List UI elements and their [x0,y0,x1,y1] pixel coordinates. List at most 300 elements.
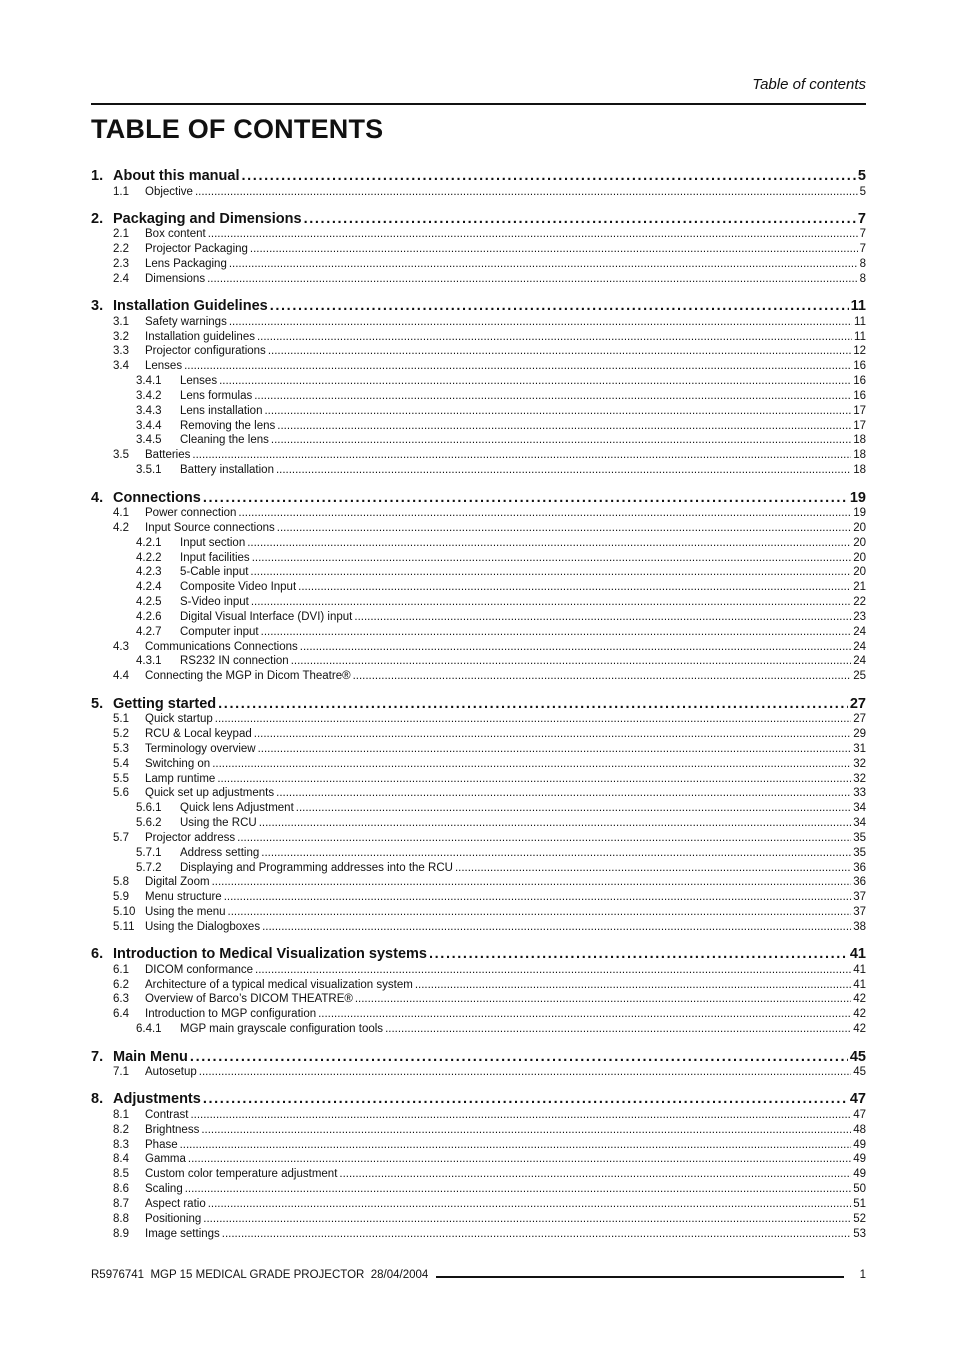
dot-leader [251,595,851,610]
toc-subsection-entry[interactable] [91,463,866,478]
toc-section-entry[interactable] [91,978,866,993]
toc-section-entry[interactable] [91,359,866,374]
dot-leader [217,772,851,787]
toc-section-entry[interactable] [91,1167,866,1182]
toc-chapter-entry[interactable] [91,168,866,185]
entry-number: 8.2 [113,1123,129,1136]
entry-page: 25 [853,670,866,683]
toc-subsection-entry[interactable] [91,1022,866,1037]
toc-section-entry[interactable] [91,1182,866,1197]
entry-number: 1.1 [113,185,129,198]
dot-leader [180,1138,852,1153]
entry-page: 47 [849,1091,866,1108]
entry-title: Installation guidelines [145,330,255,343]
entry-title: 5-Cable input [180,566,249,579]
entry-title: Lens installation [180,404,263,417]
entry-number: 4.3 [113,640,129,653]
entry-page: 20 [853,566,866,579]
entry-title: Input section [180,536,246,549]
toc-chapter-entry[interactable] [91,298,866,315]
entry-title: DICOM conformance [145,963,254,976]
dot-leader [355,992,851,1007]
entry-title: Power connection [145,507,237,519]
entry-title: Menu structure [145,891,222,904]
entry-title: Connections [113,489,201,506]
dot-leader [195,185,858,200]
dot-leader [304,211,856,228]
entry-number: 4.2.3 [136,566,162,579]
toc-chapter-entry[interactable] [91,1049,866,1066]
entry-number: 6.3 [113,993,129,1006]
toc-subsection-entry[interactable] [91,625,866,640]
entry-title: Projector Packaging [145,243,248,256]
entry-page: 38 [853,920,866,933]
toc-section-entry[interactable] [91,1138,866,1153]
dot-leader [264,404,851,419]
entry-number: 3.2 [113,330,129,343]
entry-number: 7. [91,1048,104,1065]
toc-section-entry[interactable] [91,875,866,890]
entry-title: Box content [145,228,206,241]
entry-page: 32 [853,772,866,785]
entry-title: Getting started [113,695,217,712]
entry-number: 4.2.6 [136,610,162,623]
entry-title: Input Source connections [145,521,275,534]
entry-page: 16 [853,375,866,388]
dot-leader [252,551,852,566]
entry-number: 5.2 [113,727,129,740]
entry-number: 1. [91,168,104,184]
dot-leader [262,920,851,935]
entry-title: Using the menu [145,906,226,919]
entry-page: 16 [853,389,866,402]
entry-number: 8.9 [113,1227,129,1240]
entry-title: Cleaning the lens [180,434,269,447]
entry-number: 8.7 [113,1197,129,1210]
entry-page: 53 [853,1227,866,1240]
table-of-contents [91,168,866,1241]
entry-title: Positioning [145,1212,202,1225]
dot-leader [229,315,852,330]
page-footer [91,1269,866,1281]
entry-page: 23 [853,610,866,623]
entry-number: 5.7 [113,831,129,844]
entry-title: Introduction to MGP configuration [145,1008,317,1021]
page-title: TABLE OF CONTENTS [91,114,384,144]
entry-title: Quick lens Adjustment [180,802,294,815]
dot-leader [259,816,852,831]
entry-title: Scaling [145,1183,183,1196]
entry-title: RCU & Local keypad [145,727,252,740]
entry-title: Using the RCU [180,817,257,830]
entry-title: S-Video input [180,596,249,609]
toc-section-entry[interactable] [91,521,866,536]
entry-title: Digital Visual Interface (DVI) input [180,610,353,623]
entry-number: 8. [91,1091,104,1108]
entry-page: 5 [857,168,866,184]
dot-leader [184,359,851,374]
toc-section-entry[interactable] [91,185,866,200]
entry-page: 41 [849,946,866,963]
entry-number: 4.2 [113,521,129,534]
dot-leader [222,1227,851,1242]
entry-title: Phase [145,1138,178,1151]
entry-page: 49 [853,1138,866,1151]
entry-page: 42 [853,1023,866,1036]
entry-page: 27 [853,713,866,726]
entry-page: 27 [849,695,866,712]
entry-page: 20 [853,536,866,549]
entry-page: 7 [859,228,866,241]
toc-section-entry[interactable] [91,242,866,257]
entry-page: 33 [853,787,866,800]
entry-number: 8.4 [113,1153,129,1166]
entry-title: Installation Guidelines [113,298,268,315]
dot-leader [212,757,851,772]
entry-title: Autosetup [145,1066,197,1078]
dot-leader [241,168,855,185]
toc-section-entry[interactable] [91,1108,866,1123]
dot-leader [276,786,851,801]
entry-title: Objective [145,185,193,198]
entry-page: 50 [853,1183,866,1196]
toc-subsection-entry[interactable] [91,433,866,448]
entry-title: About this manual [113,168,240,184]
entry-title: Overview of Barco’s DICOM THEATRE® [145,993,353,1006]
toc-section-entry[interactable] [91,1152,866,1167]
entry-page: 34 [853,817,866,830]
dot-leader [254,389,851,404]
toc-chapter-entry[interactable] [91,1091,866,1108]
toc-chapter-entry[interactable] [91,490,866,507]
entry-title: Removing the lens [180,419,276,432]
entry-page: 41 [853,963,866,976]
entry-title: Batteries [145,449,191,462]
dot-leader [353,669,852,684]
toc-section-entry[interactable] [91,1212,866,1227]
toc-chapter-entry[interactable] [91,946,866,963]
toc-chapter-entry[interactable] [91,211,866,228]
entry-number: 4.2.2 [136,551,162,564]
entry-page: 17 [853,404,866,417]
entry-page: 24 [853,640,866,653]
entry-page: 35 [853,846,866,859]
entry-page: 5 [859,185,866,198]
toc-section-entry[interactable] [91,257,866,272]
entry-page: 22 [853,596,866,609]
entry-page: 47 [853,1108,866,1121]
dot-leader [291,654,852,669]
toc-section-entry[interactable] [91,890,866,905]
toc-section-entry[interactable] [91,1227,866,1242]
entry-number: 5.9 [113,891,129,904]
entry-title: Computer input [180,625,259,638]
toc-chapter [91,168,866,199]
entry-number: 3.4.3 [136,404,162,417]
entry-title: Gamma [145,1153,186,1166]
dot-leader [203,1212,851,1227]
toc-subsection-entry[interactable] [91,610,866,625]
toc-section-entry[interactable] [91,1197,866,1212]
entry-page: 18 [853,434,866,447]
toc-section-entry[interactable] [91,344,866,359]
entry-number: 5.7.2 [136,861,162,874]
entry-title: Brightness [145,1123,200,1136]
entry-page: 16 [853,360,866,373]
running-header: Table of contents [752,76,866,93]
entry-title: Switching on [145,757,211,770]
entry-number: 4.2.4 [136,581,162,594]
dot-leader [238,506,851,521]
toc-subsection-entry[interactable] [91,404,866,419]
dot-leader [247,536,851,551]
toc-subsection-entry[interactable] [91,580,866,595]
entry-title: Safety warnings [145,315,227,328]
dot-leader [203,490,848,507]
entry-title: Dimensions [145,272,206,285]
dot-leader [229,257,858,272]
entry-page: 20 [853,551,866,564]
toc-chapter [91,490,866,685]
toc-section-entry[interactable] [91,315,866,330]
toc-section-entry[interactable] [91,227,866,242]
entry-page: 49 [853,1168,866,1181]
entry-page: 24 [853,625,866,638]
toc-section-entry[interactable] [91,1123,866,1138]
entry-number: 4.3.1 [136,655,162,668]
toc-section-entry[interactable] [91,1007,866,1022]
entry-number: 5.8 [113,876,129,889]
entry-title: Lenses [145,360,183,373]
entry-number: 5.7.1 [136,846,162,859]
entry-number: 6.1 [113,963,129,976]
entry-page: 12 [853,345,866,358]
dot-leader [237,831,851,846]
dot-leader [271,433,851,448]
entry-title: Lenses [180,375,218,388]
toc-section-entry[interactable] [91,272,866,287]
entry-number: 4.2.5 [136,596,162,609]
toc-section-entry[interactable] [91,831,866,846]
toc-chapter [91,211,866,287]
dot-leader [185,1182,851,1197]
toc-section-entry[interactable] [91,963,866,978]
entry-page: 35 [853,831,866,844]
entry-page: 52 [853,1212,866,1225]
dot-leader [254,727,851,742]
entry-title: Introduction to Medical Visualization systems [113,946,427,963]
dot-leader [415,978,851,993]
dot-leader [277,521,851,536]
entry-title: RS232 IN connection [180,655,289,668]
entry-number: 4. [91,489,104,506]
entry-title: Contrast [145,1108,189,1121]
dot-leader [201,1123,851,1138]
entry-number: 6.4 [113,1008,129,1021]
dot-leader [218,696,848,713]
toc-subsection-entry[interactable] [91,861,866,876]
entry-number: 5.6.1 [136,802,162,815]
entry-page: 45 [853,1066,866,1078]
entry-title: Main Menu [113,1048,188,1065]
entry-number: 2.3 [113,258,129,271]
dot-leader [190,1108,851,1123]
entry-title: Quick startup [145,713,213,726]
entry-page: 32 [853,757,866,770]
entry-page: 29 [853,727,866,740]
entry-title: Custom color temperature adjustment [145,1168,338,1181]
entry-number: 3.5 [113,449,129,462]
toc-section-entry[interactable] [91,669,866,684]
entry-page: 11 [854,315,866,328]
toc-section-entry[interactable] [91,905,866,920]
footer-rule [436,1276,843,1278]
entry-page: 19 [853,507,866,519]
dot-leader [219,374,851,389]
entry-page: 17 [853,419,866,432]
toc-chapter [91,946,866,1037]
toc-chapter [91,1049,866,1080]
entry-title: Projector address [145,831,236,844]
entry-title: Digital Zoom [145,876,210,889]
entry-number: 2.4 [113,272,129,285]
entry-page: 8 [859,258,866,271]
entry-page: 36 [853,861,866,874]
entry-number: 8.8 [113,1212,129,1225]
toc-section-entry[interactable] [91,727,866,742]
toc-subsection-entry[interactable] [91,565,866,580]
entry-page: 8 [859,272,866,285]
entry-number: 3.3 [113,345,129,358]
entry-number: 4.2.1 [136,536,162,549]
entry-number: 5.5 [113,772,129,785]
entry-page: 20 [853,521,866,534]
entry-title: Projector configurations [145,345,266,358]
entry-page: 49 [853,1153,866,1166]
dot-leader [215,712,851,727]
entry-page: 7 [859,243,866,256]
entry-number: 5.11 [113,920,135,933]
toc-chapter [91,298,866,478]
dot-leader [212,875,852,890]
dot-leader [208,227,858,242]
toc-section-entry[interactable] [91,330,866,345]
toc-subsection-entry[interactable] [91,536,866,551]
entry-number: 2.1 [113,228,129,241]
dot-leader [354,610,851,625]
dot-leader [298,580,851,595]
entry-page: 45 [849,1048,866,1065]
entry-number: 3.4.4 [136,419,162,432]
dot-leader [207,272,858,287]
toc-section-entry[interactable] [91,786,866,801]
dot-leader [296,801,851,816]
entry-number: 5.6 [113,787,129,800]
toc-section-entry[interactable] [91,757,866,772]
entry-number: 5.3 [113,742,129,755]
toc-section-entry[interactable] [91,992,866,1007]
entry-page: 18 [853,464,866,477]
entry-number: 2.2 [113,243,129,256]
dot-leader [250,565,851,580]
dot-leader [224,890,852,905]
entry-page: 42 [853,1008,866,1021]
entry-number: 6. [91,946,104,963]
dot-leader [429,946,848,963]
entry-title: Quick set up adjustments [145,787,275,800]
toc-section-entry[interactable] [91,640,866,655]
dot-leader [277,419,851,434]
toc-subsection-entry[interactable] [91,419,866,434]
toc-section-entry[interactable] [91,448,866,463]
entry-title: Aspect ratio [145,1197,206,1210]
entry-page: 42 [853,993,866,1006]
entry-page: 36 [853,876,866,889]
dot-leader [208,1197,851,1212]
entry-title: Input facilities [180,551,250,564]
dot-leader [203,1091,848,1108]
footer-page-number: 1 [859,1269,866,1281]
toc-subsection-entry[interactable] [91,595,866,610]
entry-page: 48 [853,1123,866,1136]
entry-number: 8.3 [113,1138,129,1151]
toc-section-entry[interactable] [91,920,866,935]
entry-title: Battery installation [180,464,274,477]
toc-subsection-entry[interactable] [91,846,866,861]
entry-title: Lamp runtime [145,772,216,785]
entry-title: Displaying and Programming addresses into the RCU [180,861,453,874]
toc-subsection-entry[interactable] [91,654,866,669]
entry-page: 51 [853,1197,866,1210]
dot-leader [255,963,851,978]
entry-number: 8.5 [113,1168,129,1181]
dot-leader [276,463,851,478]
toc-subsection-entry[interactable] [91,801,866,816]
dot-leader [300,640,851,655]
toc-subsection-entry[interactable] [91,816,866,831]
entry-title: Communications Connections [145,640,298,653]
entry-number: 5.1 [113,713,129,726]
toc-section-entry[interactable] [91,712,866,727]
entry-title: Using the Dialogboxes [145,920,261,933]
entry-number: 5.10 [113,906,136,919]
toc-section-entry[interactable] [91,506,866,521]
dot-leader [257,330,852,345]
entry-page: 41 [853,978,866,991]
entry-number: 4.2.7 [136,625,162,638]
entry-title: Adjustments [113,1091,201,1108]
entry-number: 8.6 [113,1183,129,1196]
entry-title: Composite Video Input [180,581,297,594]
toc-chapter-entry[interactable] [91,696,866,713]
entry-page: 19 [849,489,866,506]
dot-leader [268,344,851,359]
dot-leader [228,905,852,920]
toc-subsection-entry[interactable] [91,389,866,404]
entry-number: 6.2 [113,978,129,991]
entry-number: 7.1 [113,1066,129,1078]
toc-section-entry[interactable] [91,772,866,787]
entry-number: 3.4 [113,360,129,373]
entry-title: Terminology overview [145,742,256,755]
dot-leader [261,846,851,861]
toc-section-entry[interactable] [91,742,866,757]
toc-subsection-entry[interactable] [91,374,866,389]
toc-subsection-entry[interactable] [91,551,866,566]
toc-section-entry[interactable] [91,1065,866,1080]
dot-leader [318,1007,851,1022]
entry-number: 3.1 [113,315,129,328]
